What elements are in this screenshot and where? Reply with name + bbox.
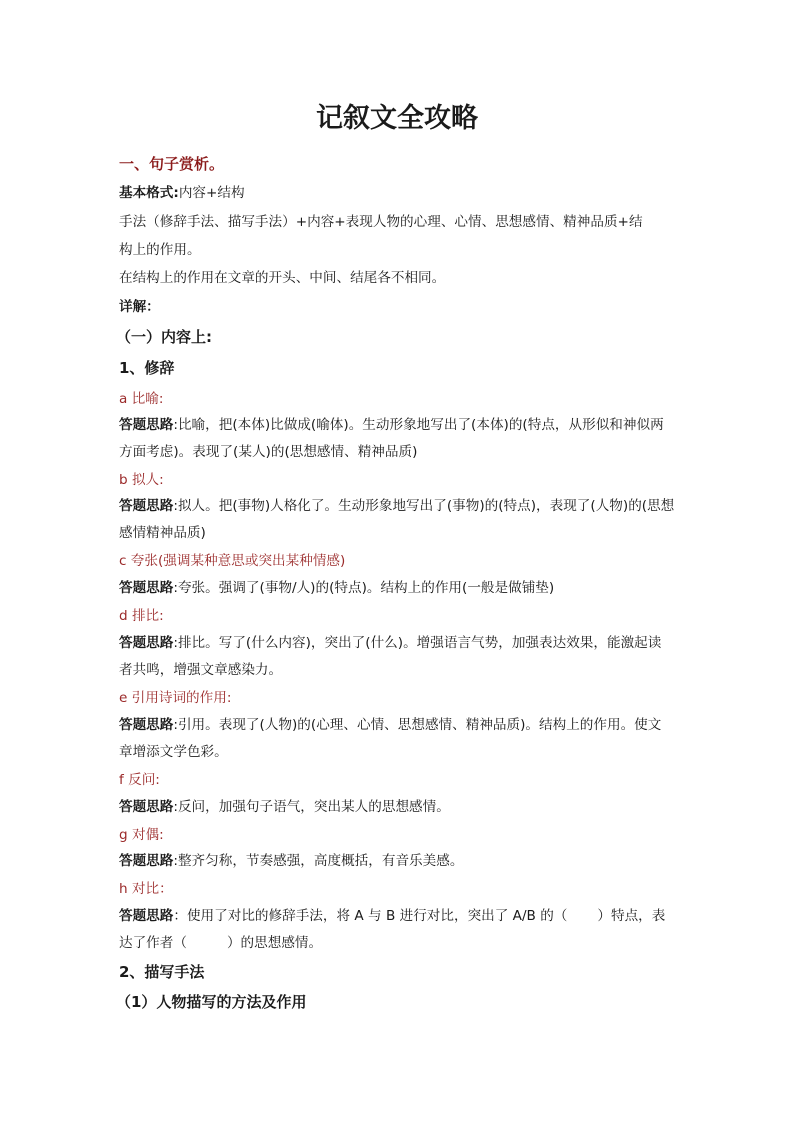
item-label: d 排比: <box>119 608 164 624</box>
answer-line <box>119 633 661 653</box>
answer-text: :引用。表现了(人物)的(心理、心情、思想感情、精神品质)。结构上的作用。使文 <box>173 717 662 733</box>
format-value: 内容+结构 <box>178 185 245 201</box>
item-label: b 拟人: <box>119 472 164 488</box>
character-heading: （1）人物描写的方法及作用 <box>116 993 307 1011</box>
item-label: h 对比： <box>119 881 173 897</box>
format-label: 基本格式: <box>119 185 179 201</box>
answer-label: 答题思路 <box>119 717 174 733</box>
answer-line <box>119 906 665 926</box>
answer-line: 章增添文学色彩。 <box>119 744 228 760</box>
item-label: f 反问: <box>119 772 160 788</box>
answer-text: :反问，加强句子语气，突出某人的思想感情。 <box>173 799 450 815</box>
paragraph-line: 在结构上的作用在文章的开头、中间、结尾各不相同。 <box>119 270 446 286</box>
answer-text: ：使用了对比的修辞手法，将 A 与 B 进行对比，突出了 A/B 的（ <box>173 908 568 924</box>
answer-text: :拟人。把(事物)人格化了。生动形象地写出了(事物)的(特点)，表现了(人物)的(思想 <box>173 498 675 514</box>
answer-line <box>119 415 664 435</box>
answer-text: :排比。写了(什么内容)，突出了(什么)。增强语言气势，加强表达效果，能激起读 <box>173 635 662 651</box>
item-label: g 对偶: <box>119 827 164 843</box>
answer-line <box>119 933 322 953</box>
paragraph-line: 构上的作用。 <box>119 242 201 258</box>
paragraph-line: 手法（修辞手法、描写手法）+内容+表现人物的心理、心情、思想感情、精神品质+结 <box>119 214 643 230</box>
section-heading: 一、句子赏析。 <box>119 155 225 173</box>
answer-text-tail: ）的思想感情。 <box>226 935 323 951</box>
answer-line: 感情精神品质) <box>119 525 206 541</box>
answer-line <box>119 715 661 735</box>
item-label: e 引用诗词的作用: <box>119 690 232 706</box>
format-line <box>119 183 245 203</box>
subsection-heading: （一）内容上: <box>116 328 212 346</box>
rhetoric-heading: 1、修辞 <box>119 359 175 377</box>
item-label: a 比喻: <box>119 391 164 407</box>
page-title: 记叙文全攻略 <box>316 103 478 134</box>
answer-label: 答题思路 <box>119 498 174 514</box>
answer-text: :比喻，把(本体)比做成(喻体)。生动形象地写出了(本体)的(特点，从形似和神似两 <box>173 417 664 433</box>
answer-line: 方面考虑)。表现了(某人)的(思想感情、精神品质) <box>119 444 418 460</box>
answer-text-tail: ）特点，表 <box>597 908 666 924</box>
detail-label: 详解： <box>119 299 160 315</box>
answer-line <box>119 496 674 516</box>
answer-label: 答题思路 <box>119 799 174 815</box>
describe-heading: 2、描写手法 <box>119 963 205 981</box>
answer-line <box>119 797 450 817</box>
answer-text: :整齐匀称，节奏感强，高度概括，有音乐美感。 <box>173 853 464 869</box>
item-label: c 夸张(强调某种意思或突出某种情感) <box>119 553 346 569</box>
answer-label: 答题思路 <box>119 417 174 433</box>
answer-label: 答题思路 <box>119 853 174 869</box>
answer-line: 者共鸣，增强文章感染力。 <box>119 662 283 678</box>
answer-line <box>119 578 554 598</box>
answer-label: 答题思路 <box>119 635 174 651</box>
answer-label: 答题思路 <box>119 580 174 596</box>
answer-line <box>119 851 463 871</box>
answer-label: 答题思路 <box>119 908 174 924</box>
answer-text: 达了作者（ <box>119 935 187 951</box>
answer-text: :夸张。强调了(事物/人)的(特点)。结构上的作用(一般是做铺垫) <box>173 580 555 596</box>
